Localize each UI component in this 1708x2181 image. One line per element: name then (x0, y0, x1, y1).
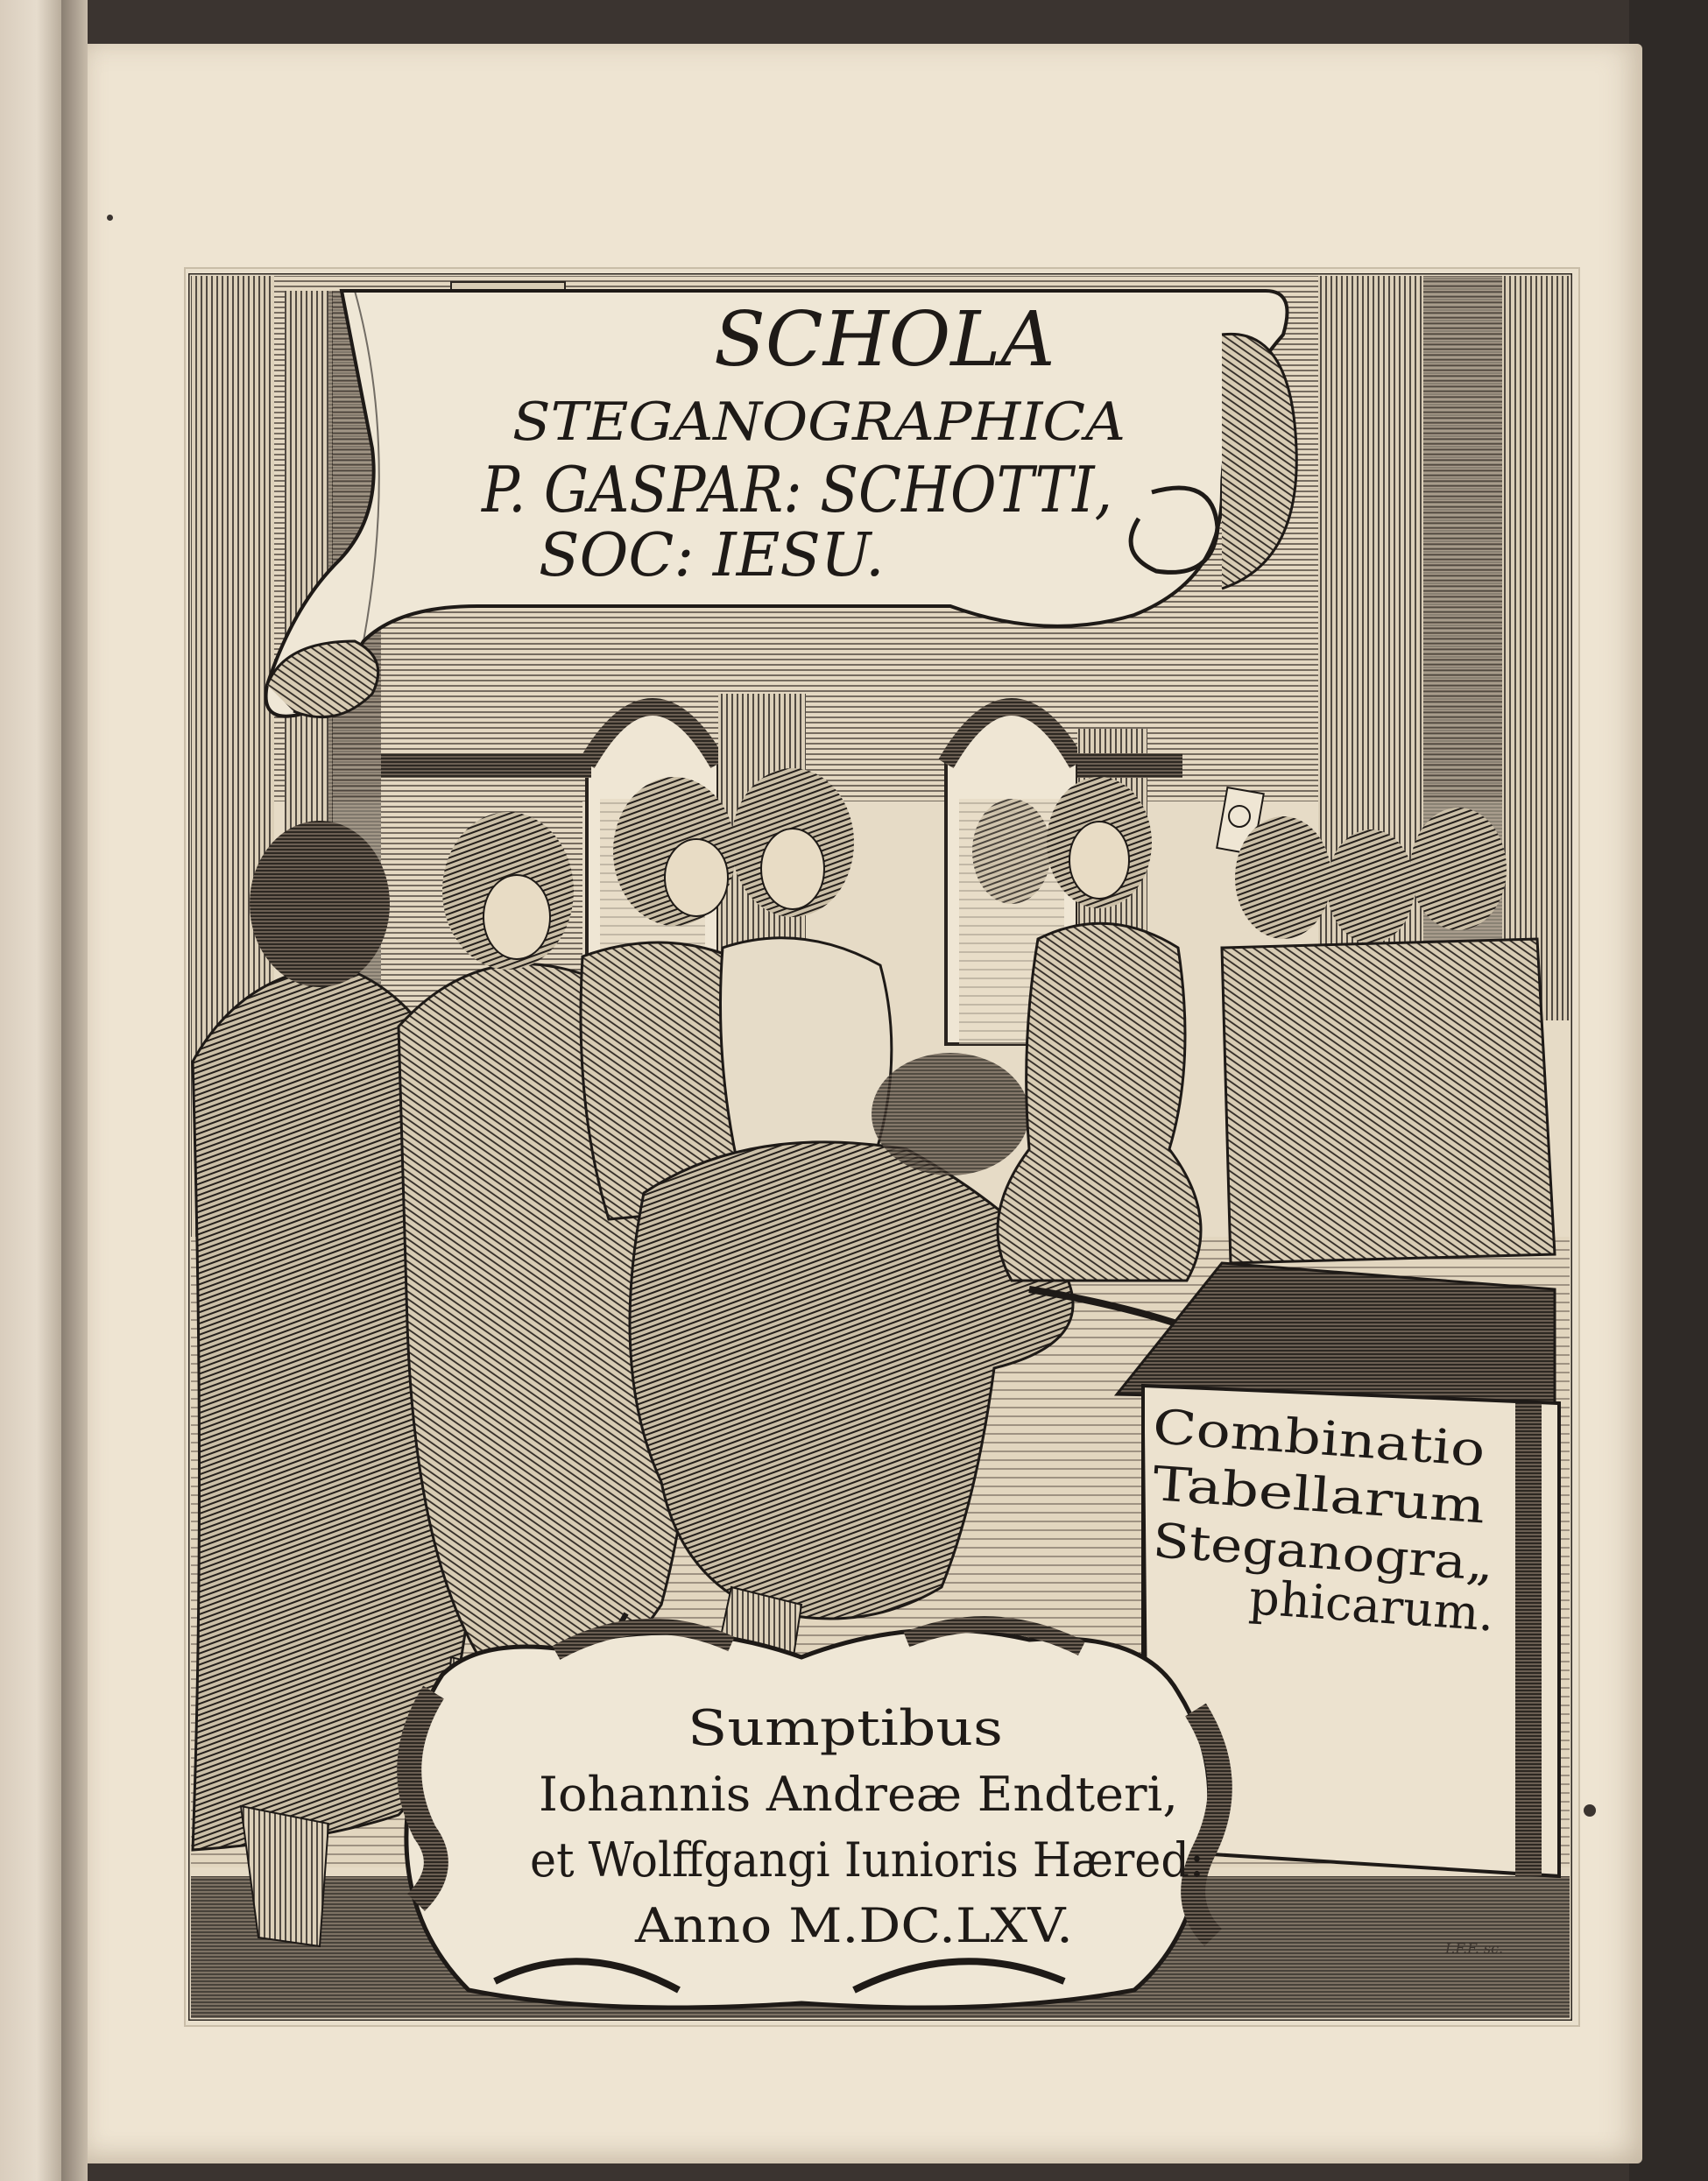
engraver-signature: I.F.F. sc. (1445, 1940, 1504, 1957)
ink-speck (107, 215, 113, 221)
book-gutter (61, 0, 88, 2181)
engraving (188, 273, 1572, 2021)
imprint-line-4: Anno M.DC.LXV. (633, 1898, 1073, 1953)
title-line-1: SCHOLA (714, 296, 1055, 384)
tablet-line-1: Combinatio (1151, 1399, 1431, 1473)
tablet-line-4: phicarum. (1247, 1570, 1494, 1642)
imprint-line-2: Iohannis Andreæ Endteri, (539, 1767, 1178, 1822)
imprint-line-3: et Wolffgangi Iunioris Hæred: (530, 1832, 1204, 1888)
tablet-line-2: Tabellarum (1151, 1456, 1425, 1530)
title-line-3: P. GASPAR: SCHOTTI, (480, 453, 1112, 526)
ink-speck (1584, 1804, 1596, 1817)
title-line-4: SOC: IESU. (539, 521, 885, 590)
tablet-line-3: Steganogra„ (1151, 1513, 1457, 1590)
title-line-2: STEGANOGRAPHICA (512, 392, 1126, 453)
imprint-line-1: Sumptibus (688, 1700, 1003, 1757)
facing-page-edge (0, 0, 61, 2181)
